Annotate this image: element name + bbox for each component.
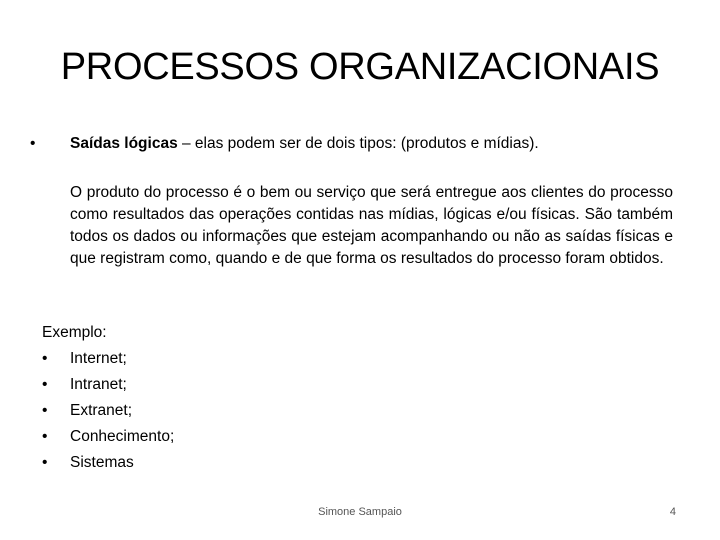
bullet-marker: •: [30, 135, 36, 152]
list-item-text: Intranet;: [70, 376, 127, 393]
list-item: [42, 424, 174, 450]
example-heading: Exemplo:: [42, 324, 107, 341]
example-list: [42, 346, 174, 476]
body-paragraph: O produto do processo é o bem ou serviço que será entregue aos clientes do processo como resultados das operações contidas nas mídias, lógicas e/ou físicas. São também todos os dados ou informações que estejam acompanhando ou não as saídas físicas e que registram como, quando e de que forma os resultados do processo foram obtidos.: [70, 184, 673, 267]
main-bullet-description: – elas podem ser de dois tipos: (produtos e mídias).: [177, 135, 539, 152]
bullet-marker: •: [42, 376, 48, 393]
slide-title: PROCESSOS ORGANIZACIONAIS: [60, 46, 660, 88]
page-number: 4: [669, 506, 676, 518]
list-item-text: Conhecimento;: [70, 428, 175, 445]
footer-author: Simone Sampaio: [318, 506, 402, 518]
main-bullet-text: [70, 134, 680, 154]
main-bullet-label: Saídas lógicas: [70, 135, 178, 152]
list-item-text: Extranet;: [70, 402, 133, 419]
list-item: [42, 346, 174, 372]
bullet-marker: •: [42, 350, 48, 367]
bullet-marker: •: [42, 402, 48, 419]
bullet-marker: •: [42, 428, 48, 445]
list-item-text: Internet;: [70, 350, 127, 367]
list-item-text: Sistemas: [70, 454, 134, 471]
list-item: [42, 450, 174, 476]
example-section: [42, 320, 174, 476]
list-item: [42, 372, 174, 398]
list-item: [42, 398, 174, 424]
bullet-marker: •: [42, 454, 48, 471]
